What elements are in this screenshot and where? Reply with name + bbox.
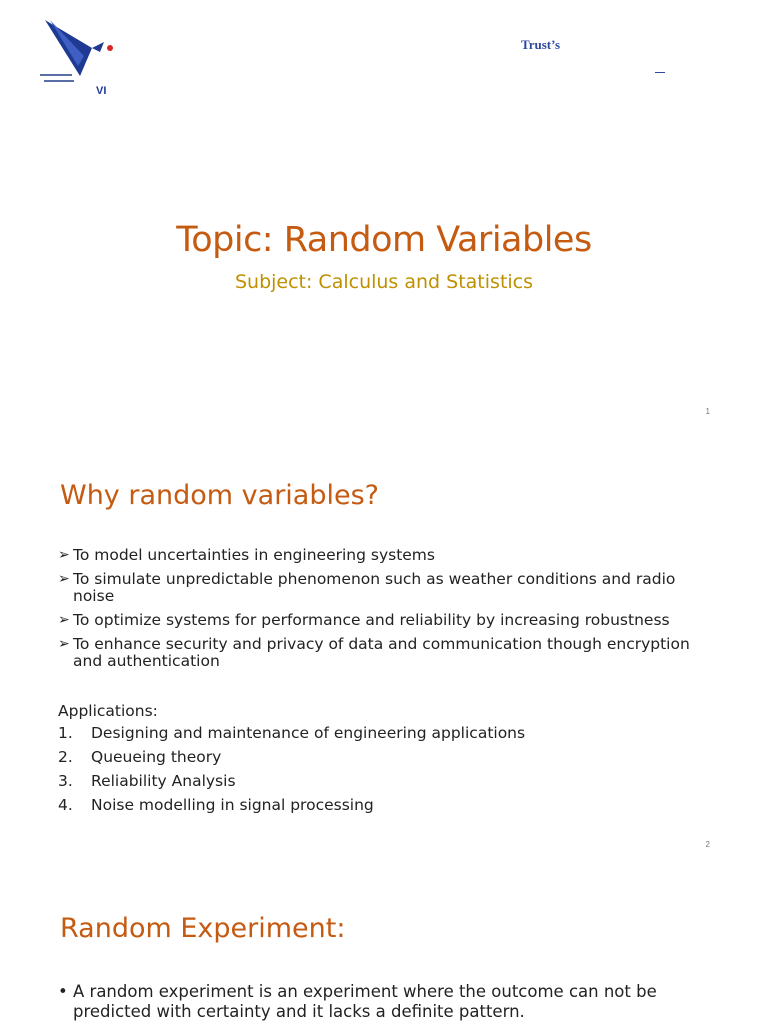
applications-list	[58, 724, 525, 820]
title-slide	[0, 0, 768, 425]
list-item: ➢ To model uncertainties in engineering systems	[58, 546, 435, 564]
list-item: ➢ To simulate unpredictable phenomenon such as weather conditions and radio noise	[58, 570, 676, 605]
page-number: 2	[705, 840, 710, 849]
applications-label: Applications:	[58, 702, 158, 720]
list-item: ➢ To optimize systems for performance and reliability by increasing robustness	[58, 611, 670, 629]
arrow-bullet-icon: ➢	[58, 612, 70, 628]
list-item: • A random experiment is an experiment where the outcome can not be predicted with certainty and it lacks a definite pattern.	[58, 982, 657, 1021]
slide-heading: Why random variables?	[60, 480, 379, 511]
arrow-bullet-icon: ➢	[58, 571, 70, 587]
list-item: 2. Queueing theory	[58, 748, 222, 766]
content-slide-random-experiment	[0, 866, 768, 1024]
list-item: 1. Designing and maintenance of engineering applications	[58, 724, 526, 742]
bullet-list	[58, 982, 708, 1022]
arrow-bullet-icon: ➢	[58, 636, 70, 652]
underline-mark	[655, 72, 665, 73]
list-item: ➢ To enhance security and privacy of data and communication though encryption and authentication	[58, 635, 690, 670]
list-item: 3. Reliability Analysis	[58, 772, 236, 790]
slide-subtitle: Subject: Calculus and Statistics	[234, 271, 534, 293]
page-number: 1	[705, 407, 710, 416]
bullet-dot-icon: •	[58, 982, 68, 1001]
content-slide-why-random-variables	[0, 433, 768, 858]
institute-logo-icon	[40, 18, 120, 98]
slide-title: Topic: Random Variables	[176, 220, 592, 260]
arrow-bullet-icon: ➢	[58, 547, 70, 563]
bullet-list	[58, 547, 708, 677]
list-item: 4. Noise modelling in signal processing	[58, 796, 374, 814]
svg-text:VI: VI	[96, 85, 107, 97]
slide-heading: Random Experiment:	[60, 913, 346, 944]
organization-name: Trust’s	[521, 37, 560, 52]
